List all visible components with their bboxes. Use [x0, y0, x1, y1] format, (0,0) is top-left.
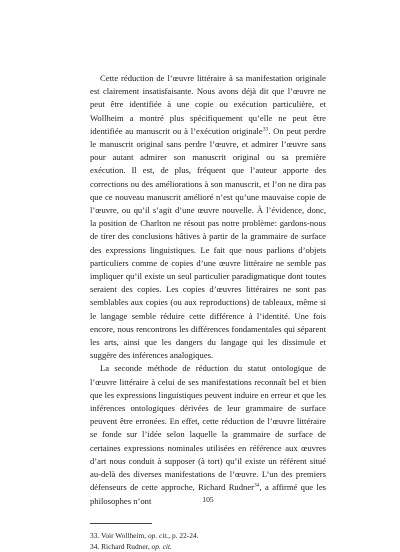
- paragraph-2-text-b: , a affirmé que les philosophes n’ont: [90, 482, 326, 506]
- body-paragraph-2: [90, 362, 326, 507]
- footnote-number: 34.: [90, 541, 100, 551]
- footnote-34: [90, 541, 326, 552]
- footnote-number: 33.: [90, 530, 100, 540]
- page-number: 105: [202, 495, 214, 504]
- footnote-ref-title: op. cit.: [151, 541, 172, 551]
- footnote-pages: , p. 22-24.: [168, 530, 199, 540]
- footnote-33: [90, 530, 326, 541]
- footnote-author: Voir Wollheim,: [100, 530, 147, 540]
- body-paragraph-1: [90, 72, 326, 362]
- footnote-ref-title: op. cit.: [147, 530, 169, 540]
- paragraph-2-text-a: La seconde méthode de réduction du statut ontologique de l’œuvre littéraire à celui de ses manifestations reconnaît bel et bien que les expressions linguistiques peuvent induire en erreur et que les inférences ontologiques dérivées de leur grammaire de surface peuvent être erronées. En effet, cette réduction de l’œuvre littéraire se fonde sur l’idée selon laquelle la grammaire de surface de certaines expressions nominales utilisées en référence aux œuvres d’art nous conduit à supposer (à tort) qu’il existe un référent situé au-delà des diverses manifestations de l’œuvre. L’un des premiers défenseurs de cette approche, Richard Rudner: [90, 363, 326, 493]
- page-body: [90, 72, 326, 552]
- paragraph-1-text-a: Cette réduction de l’œuvre littéraire à sa manifestation originale est clairement insatisfaisante. Nous avons déjà dit que l’œuvre ne peut être identifiée à une copie ou exécution particulière, et Wollheim a montré plus spécifiquement qu’elle ne peut être identifiée au manuscrit ou à l’exécution originale: [90, 73, 326, 136]
- footnote-ref-33: 33: [262, 126, 269, 133]
- paragraph-1-text-b: . On peut perdre le manuscrit original sans perdre l’œuvre, et admirer l’œuvre sans pour autant admirer son manuscrit original ou sa première exécution. Il est, de plus, fréquent que l’auteur apporte des corrections ou des améliorations à son manuscrit, et l’on ne dira pas que ce nouveau manuscrit amélioré n’est qu’une mauvaise copie de l’œuvre, ou qu’il s’agit d’une œuvre nouvelle. À l’évidence, donc, la position de Charlton ne résout pas notre problème: gardons-nous de tirer des conclusions hâtives à partir de la grammaire de surface des expressions linguistiques. Le fait que nous parlions d’objets particuliers comme de copies d’une œuvre littéraire ne semble pas impliquer qu’il existe un seul particulier paradigmatique dont toutes seraient des copies. Les copies d’œuvres littéraires ne sont pas semblables aux copies (ou aux reproductions) de tableaux, même si le langage semble réduire cette différence à l’identité. Une fois encore, nous rencontrons les différences fondamentales qui séparent les arts, ainsi que les dangers du langage qui les dissimule et suggère des inférences analogiques.: [90, 125, 326, 361]
- footnote-ref-34: 34: [254, 482, 260, 489]
- footnote-author: Richard Rudner,: [101, 541, 150, 551]
- footnote-separator: [90, 523, 152, 524]
